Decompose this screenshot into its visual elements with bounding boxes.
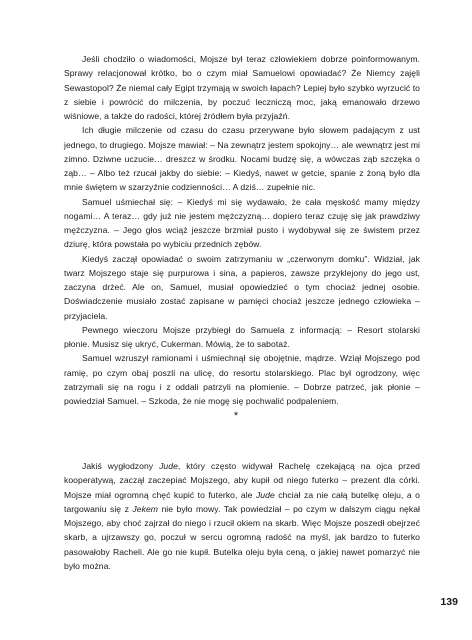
paragraph (64, 195, 420, 252)
italic-word: Jude (159, 461, 178, 471)
paragraph (64, 351, 420, 408)
paragraph-text: Samuel wzruszył ramionami i uśmiechnął się obojętnie, mądrze. Wziął Mojszego pod ramię, po czym obaj poszli na ulicę, do resortu stolarskiego. Plac był ogrodzony, więc zatrzymali się na rogu i z oddali patrzyli na płomienie. – Dobrze patrzeć, jak płonie – powiedział Samuel. – Szkoda, że nie mogę się pochwalić podpaleniem. (64, 353, 420, 406)
paragraph-text: Pewnego wieczoru Mojsze przybiegł do Samuela z informacją: – Resort stolarski płonie. Musisz się ukryć, Cukerman. Mówią, że to sabotaż. (64, 324, 420, 349)
page-number: 139 (440, 596, 458, 608)
italic-word: Jekem (132, 503, 158, 514)
paragraph-text: Jakiś wygłodzony (82, 461, 160, 471)
paragraph-text: Samuel uśmiechał się: – Kiedyś mi się wydawało, że cała męskość mamy między nogami… A teraz… gdy już nie jestem mężczyzną… dopiero teraz czuję się jak prawdziwy mężczyzna. – Jego głos wciąż jeszcze brzmiał pusto i wydobywał się ze świstem przez dziurę, która powstała po wybiciu przednich zębów. (64, 196, 420, 250)
text-block-bottom (64, 459, 420, 573)
paragraph-text: , który często widywał Rachelę czekającą na ojca przed kooperatywą, zaczął zaczepiać Mojszego, aby kupił od niego futerko – prezent dla córki. Mojsze miał ogromną chęć kupić to futerko, ale (64, 461, 420, 500)
paragraph (64, 123, 420, 194)
paragraph-text: Jeśli chodziło o wiadomości, Mojsze był teraz człowiekiem dobrze poinformowanym. Sprawy relacjonował krótko, bo o czym miał Samuelowi opowiadać? Że Niemcy zajęli Sewastopol? Że niemal cały Egipt trzymają w swoich łapach? Lepiej było szybko wyrzucić to z siebie i powrócić do milczenia, by poczuć leczniczą moc, jaką emanowało drzewo wiśniowe, a także do radości, której źródłem była przyjaźń. (64, 54, 420, 121)
paragraph-text: Ich długie milczenie od czasu do czasu przerywane było słowem padającym z ust jednego, to drugiego. Mojsze mawiał: – Na zewnątrz jestem spokojny… ale wewnątrz jest mi zimno. Dziwne uczucie… dreszcz w środku. Nocami budzę się, a wówczas ząb szczęka o ząb… – Albo też rzucał jakby do siebie: – Kiedyś, nawet w getcie, spanie z żoną było dla mnie świętem w szarzyźnie codzienności… A dziś… zupełnie nic. (64, 125, 420, 193)
paragraph (64, 323, 420, 352)
paragraph (64, 252, 420, 323)
section-separator: * (233, 410, 239, 422)
paragraph-text: chciał za nie całą butelkę oleju, a o targowaniu się z (64, 489, 420, 514)
paragraph-text: Kiedyś zaczął opowiadać o swoim zatrzymaniu w „czerwonym domku”. Widział, jak twarz Mojszego staje się purpurowa i sina, a papieros, zawsze przyklejony do jego ust, zaczyna drżeć. Ale on, Samuel, musiał opowiedzieć o tym chociaż jednej osobie. Doświadczenie musiało zostać zapisane w pamięci chociaż jeszcze jednego człowieka – przyjaciela. (64, 253, 420, 321)
italic-word: Jude (255, 489, 275, 500)
paragraph (64, 459, 420, 573)
text-block-top (64, 52, 420, 408)
paragraph (64, 52, 420, 123)
paragraph-text: nie było mowy. Tak powiedział – po czym w dalszym ciągu nękał Mojszego, aby choć zajrzał do niego i rzucił okiem na skarb. Więc Mojsze poszedł obejrzeć skarb, a ujrzawszy go, poczuł w sercu ogromną radość na myśl, jak bardzo to futerko pasowałoby Racheli. Ale go nie kupił. Butelka oleju była ceną, o jakiej nawet pomarzyć nie było można. (64, 503, 420, 571)
